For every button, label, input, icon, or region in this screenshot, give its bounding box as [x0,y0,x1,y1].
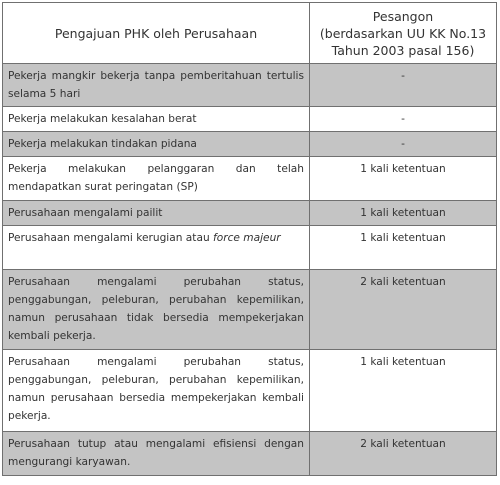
row-severance-value: 2 kali ketentuan [310,270,497,350]
header-severance-title: Pesangon [372,8,434,24]
severance-table [2,2,497,476]
row-severance-value: - [310,107,497,132]
header-termination-by-company: Pengajuan PHK oleh Perusahaan [3,3,310,64]
row-severance-value: - [310,132,497,157]
row-description: Perusahaan mengalami pailit [3,201,310,226]
table-row [3,201,497,226]
row-severance-value: 1 kali ketentuan [310,201,497,226]
row-description: Perusahaan mengalami perubahan status, penggabungan, peleburan, perubahan kepemilikan, namun perusahaan tidak bersedia mempekerjakan kembali pekerja. [3,270,310,350]
row-description: Pekerja melakukan kesalahan berat [3,107,310,132]
row-description: Pekerja mangkir bekerja tanpa pemberitahuan tertulis selama 5 hari [3,64,310,107]
table-row [3,270,497,350]
row-description [3,226,310,270]
table-row [3,132,497,157]
table-row [3,432,497,476]
table-header-row [3,3,497,64]
row-description: Pekerja melakukan tindakan pidana [3,132,310,157]
row-severance-value: - [310,64,497,107]
header-severance-year: Tahun 2003 pasal 156) [331,42,475,58]
header-severance-law: (berdasarkan UU KK No.13 [319,25,487,41]
header-severance [310,3,497,64]
row-severance-value: 2 kali ketentuan [310,432,497,476]
row-description-text: Perusahaan mengalami kerugian atau [8,232,214,244]
row-description: Perusahaan mengalami perubahan status, penggabungan, peleburan, perubahan kepemilikan, namun perusahaan bersedia mempekerjakan kembali pekerja. [3,350,310,432]
row-severance-value: 1 kali ketentuan [310,157,497,201]
table-row [3,107,497,132]
table-row [3,157,497,201]
row-description: Pekerja melakukan pelanggaran dan telah mendapatkan surat peringatan (SP) [3,157,310,201]
row-description: Perusahaan tutup atau mengalami efisiensi dengan mengurangi karyawan. [3,432,310,476]
row-description-italic: force majeur [213,232,281,244]
table-row [3,64,497,107]
table-row [3,350,497,432]
row-severance-value: 1 kali ketentuan [310,350,497,432]
row-severance-value: 1 kali ketentuan [310,226,497,270]
table-row [3,226,497,270]
